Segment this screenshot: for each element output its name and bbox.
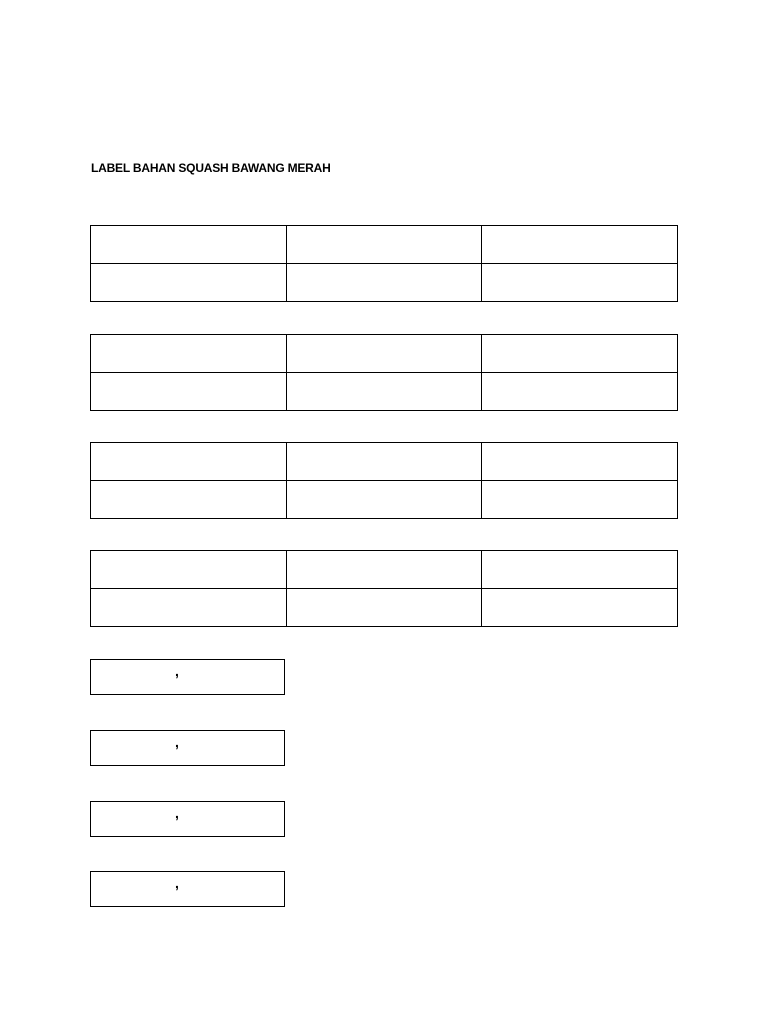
comma-mark: , xyxy=(175,663,179,679)
label-table-1 xyxy=(90,225,678,302)
table-cell xyxy=(286,551,482,589)
table-cell xyxy=(91,373,287,411)
table-cell xyxy=(286,589,482,627)
table-cell xyxy=(482,373,678,411)
label-box-1 xyxy=(90,659,285,695)
table-cell xyxy=(482,443,678,481)
table-row xyxy=(91,589,678,627)
table-cell xyxy=(482,226,678,264)
table-cell xyxy=(286,264,482,302)
label-box-2 xyxy=(90,730,285,766)
table-cell xyxy=(286,226,482,264)
table-row xyxy=(91,373,678,411)
table-row xyxy=(91,443,678,481)
label-table-2 xyxy=(90,334,678,411)
label-box-4 xyxy=(90,871,285,907)
table-cell xyxy=(286,335,482,373)
table-cell xyxy=(482,481,678,519)
table-row xyxy=(91,264,678,302)
document-title: LABEL BAHAN SQUASH BAWANG MERAH xyxy=(91,161,331,175)
table-cell xyxy=(286,373,482,411)
table-cell xyxy=(482,264,678,302)
label-box-3 xyxy=(90,801,285,837)
table-cell xyxy=(482,589,678,627)
comma-mark: , xyxy=(175,805,179,821)
table-cell xyxy=(91,551,287,589)
table-cell xyxy=(91,226,287,264)
label-table-3 xyxy=(90,442,678,519)
table-cell xyxy=(91,264,287,302)
table-cell xyxy=(482,335,678,373)
table-row xyxy=(91,551,678,589)
table-cell xyxy=(286,481,482,519)
table-cell xyxy=(91,589,287,627)
table-cell xyxy=(91,335,287,373)
comma-mark: , xyxy=(175,875,179,891)
table-row xyxy=(91,335,678,373)
table-cell xyxy=(91,443,287,481)
label-table-4 xyxy=(90,550,678,627)
table-row xyxy=(91,226,678,264)
table-cell xyxy=(286,443,482,481)
table-row xyxy=(91,481,678,519)
table-cell xyxy=(482,551,678,589)
comma-mark: , xyxy=(175,734,179,750)
table-cell xyxy=(91,481,287,519)
